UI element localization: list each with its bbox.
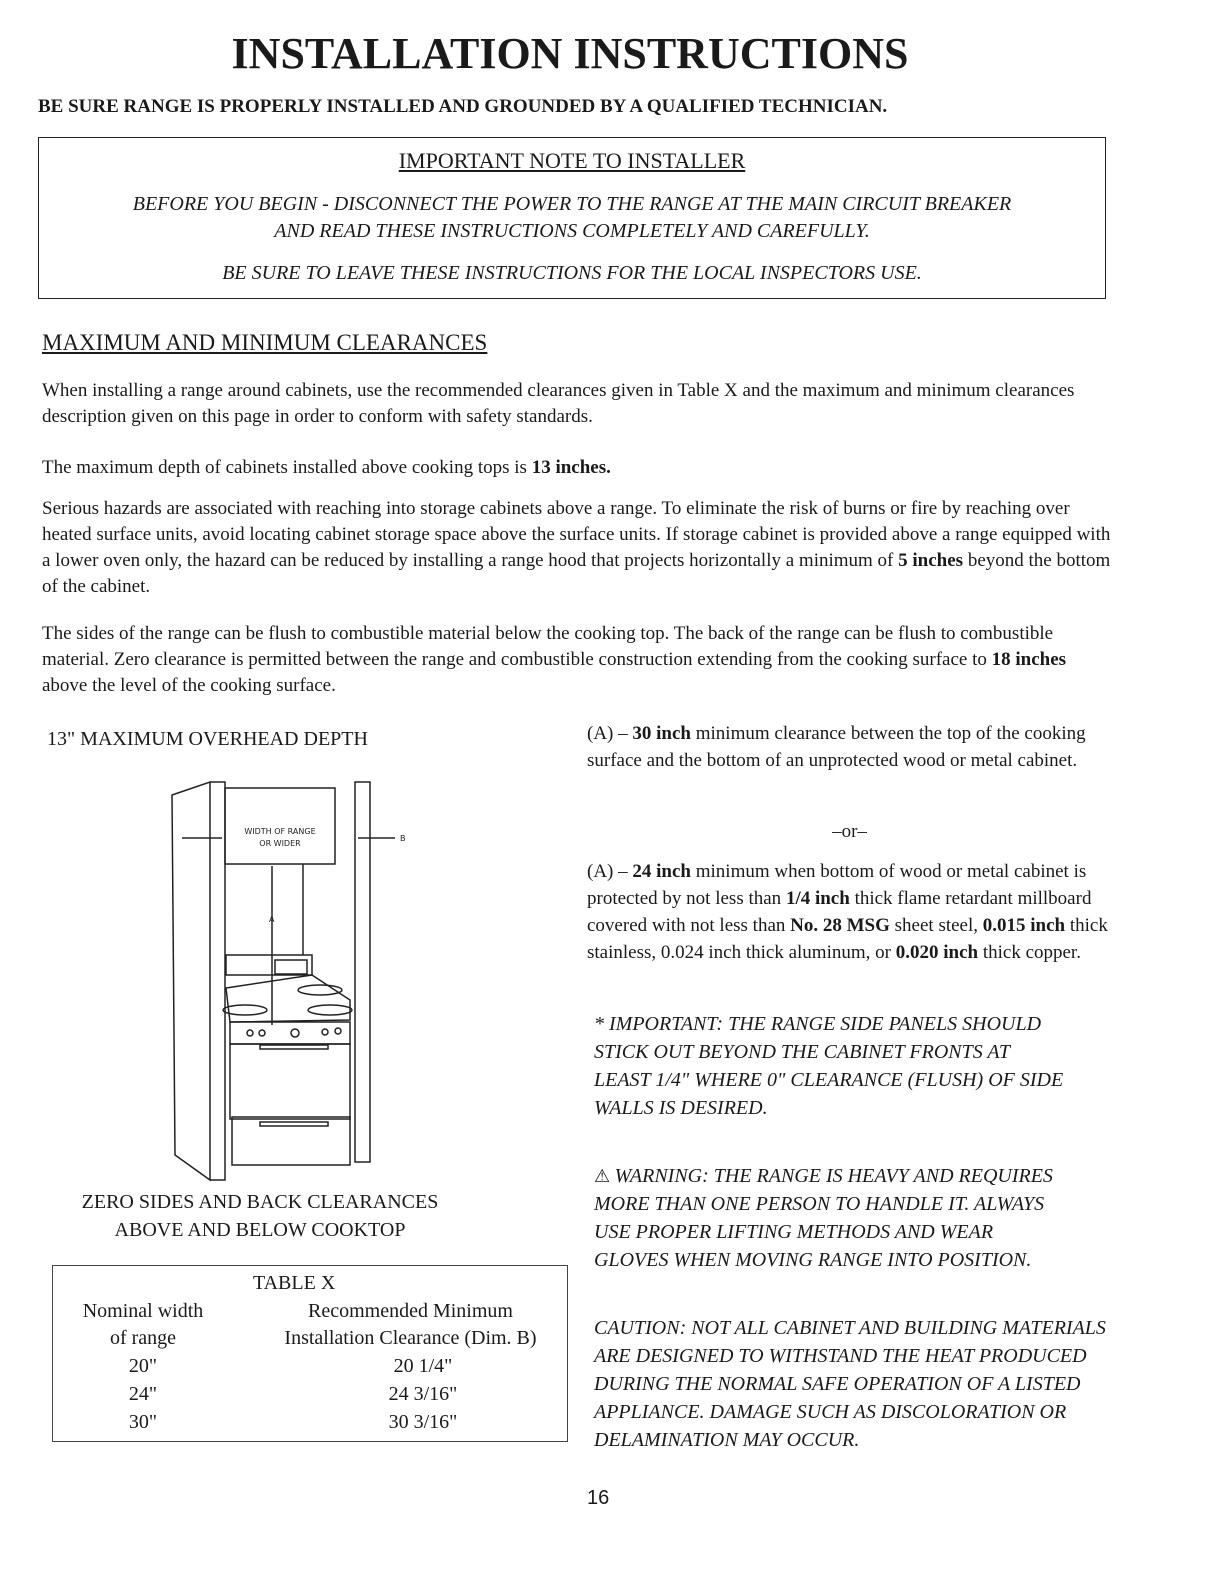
dimension-a-label: A bbox=[269, 915, 275, 924]
table-cell: 20 1/4" bbox=[393, 1355, 453, 1377]
col1-values bbox=[53, 1352, 233, 1436]
bold-text: 30 inch bbox=[632, 723, 691, 744]
table-cell: 24" bbox=[128, 1383, 158, 1405]
bold-text: No. 28 MSG bbox=[790, 915, 890, 936]
caption-line-2: ABOVE AND BELOW COOKTOP bbox=[114, 1219, 406, 1241]
range-cabinet-diagram bbox=[160, 760, 420, 1190]
text: thick flame retardant millboard covered with not less than bbox=[587, 888, 1092, 936]
header-text: Installation Clearance (Dim. B) bbox=[284, 1327, 537, 1349]
table-cell: 30 3/16" bbox=[388, 1411, 458, 1433]
caption-line-1: ZERO SIDES AND BACK CLEARANCES bbox=[81, 1191, 439, 1213]
text: minimum clearance between the top of the cooking surface and the bottom of an unprotected wood or metal cabinet. bbox=[587, 723, 1086, 771]
clearance-a-24 bbox=[587, 858, 1112, 966]
important-note-box bbox=[38, 137, 1106, 299]
bold-text: 1/4 inch bbox=[785, 888, 850, 909]
table-cell: 20" bbox=[128, 1355, 158, 1377]
text: thick copper. bbox=[978, 942, 1081, 963]
warning-text: WARNING: THE RANGE IS HEAVY AND REQUIRES MORE THAN ONE PERSON TO HANDLE IT. ALWAYS USE PROPER LIFTING METHODS AND WEAR GLOVES WHEN MOVING RANGE INTO POSITION. bbox=[594, 1165, 1053, 1271]
text: beyond the bottom of the cabinet. bbox=[42, 550, 1111, 597]
text: above the level of the cooking surface. bbox=[42, 675, 336, 696]
dimension-b-label: B bbox=[400, 834, 406, 843]
table-cell: 30" bbox=[128, 1411, 158, 1433]
diagram-caption-bottom bbox=[40, 1188, 480, 1244]
header-text: of range bbox=[109, 1327, 177, 1349]
note-line-3: BE SURE TO LEAVE THESE INSTRUCTIONS FOR THE LOCAL INSPECTORS USE. bbox=[222, 262, 922, 284]
paragraph-1: When installing a range around cabinets, use the recommended clearances given in Table X and the maximum and minimum clearances description given on this page in order to conform with safety standards. bbox=[42, 380, 1075, 427]
paragraph-3 bbox=[42, 496, 1112, 600]
col1-header bbox=[53, 1298, 233, 1352]
warning-icon: ⚠ bbox=[594, 1166, 615, 1186]
header-text: Nominal width bbox=[82, 1300, 204, 1322]
caution-materials: CAUTION: NOT ALL CABINET AND BUILDING MATERIALS ARE DESIGNED TO WITHSTAND THE HEAT PRODUCED DURING THE NORMAL SAFE OPERATION OF A LISTED APPLIANCE. DAMAGE SUCH AS DISCOLORATION OR DELAMINATION MAY OCCUR. bbox=[594, 1317, 1106, 1451]
page-title: INSTALLATION INSTRUCTIONS bbox=[231, 29, 909, 78]
bold-text: 0.020 inch bbox=[895, 942, 979, 963]
page-number: 16 bbox=[587, 1487, 610, 1509]
note-heading: IMPORTANT NOTE TO INSTALLER bbox=[398, 148, 746, 173]
subtitle: BE SURE RANGE IS PROPERLY INSTALLED AND GROUNDED BY A QUALIFIED TECHNICIAN. bbox=[38, 96, 888, 117]
upper-cabinet bbox=[225, 788, 335, 864]
note-line-1: BEFORE YOU BEGIN - DISCONNECT THE POWER TO THE RANGE AT THE MAIN CIRCUIT BREAKER bbox=[132, 193, 1012, 215]
section-heading: MAXIMUM AND MINIMUM CLEARANCES bbox=[42, 330, 488, 355]
paragraph-4 bbox=[42, 621, 1112, 699]
col2-values bbox=[323, 1352, 523, 1436]
diagram-caption-top: 13" MAXIMUM OVERHEAD DEPTH bbox=[47, 728, 368, 750]
cabinet-label-2: OR WIDER bbox=[259, 839, 301, 848]
text: (A) – bbox=[587, 723, 633, 744]
right-cabinet bbox=[355, 782, 370, 1162]
note-line-2: AND READ THESE INSTRUCTIONS COMPLETELY AND CAREFULLY. bbox=[274, 220, 870, 242]
cabinet-label-1: WIDTH OF RANGE bbox=[244, 827, 316, 836]
text: Serious hazards are associated with reaching into storage cabinets above a range. To eliminate the risk of burns or fire by reaching over heated surface units, avoid locating cabinet storage space above the surface units. If storage cabinet is provided above a range equipped with a lower oven only, the hazard can be reduced by installing a range hood that projects horizontally a minimum of bbox=[42, 498, 1111, 571]
important-side-panels: * IMPORTANT: THE RANGE SIDE PANELS SHOULD STICK OUT BEYOND THE CABINET FRONTS AT LEAST 1/4" WHERE 0" CLEARANCE (FLUSH) OF SIDE WALLS IS DESIRED. bbox=[594, 1013, 1064, 1119]
text: The maximum depth of cabinets installed above cooking tops is bbox=[42, 457, 532, 478]
bold-text: 18 inches bbox=[991, 649, 1067, 670]
or-separator: –or– bbox=[832, 821, 867, 842]
text: thick stainless, 0.024 inch thick aluminum, or bbox=[587, 915, 1108, 963]
bold-text: 5 inches bbox=[898, 550, 964, 571]
bold-text: 0.015 inch bbox=[982, 915, 1066, 936]
clearance-a-30 bbox=[587, 720, 1112, 774]
table-title: TABLE X bbox=[253, 1272, 336, 1294]
warning-heavy bbox=[594, 1162, 1064, 1274]
bold-text: 13 inches. bbox=[531, 457, 611, 478]
text: (A) – bbox=[587, 861, 633, 882]
bold-text: 24 inch bbox=[632, 861, 691, 882]
text: sheet steel, bbox=[889, 915, 983, 936]
header-text: Recommended Minimum bbox=[308, 1300, 513, 1322]
text: minimum when bottom of wood or metal cabinet is protected by not less than bbox=[587, 861, 1087, 909]
table-x bbox=[52, 1265, 568, 1442]
col2-header bbox=[258, 1298, 563, 1352]
left-cabinet-side bbox=[172, 782, 210, 1180]
paragraph-2 bbox=[42, 455, 1112, 481]
table-cell: 24 3/16" bbox=[388, 1383, 458, 1405]
text: The sides of the range can be flush to combustible material below the cooking top. The back of the range can be flush to combustible material. Zero clearance is permitted between the range and combustible construction extending from the cooking surface to bbox=[42, 623, 1054, 670]
